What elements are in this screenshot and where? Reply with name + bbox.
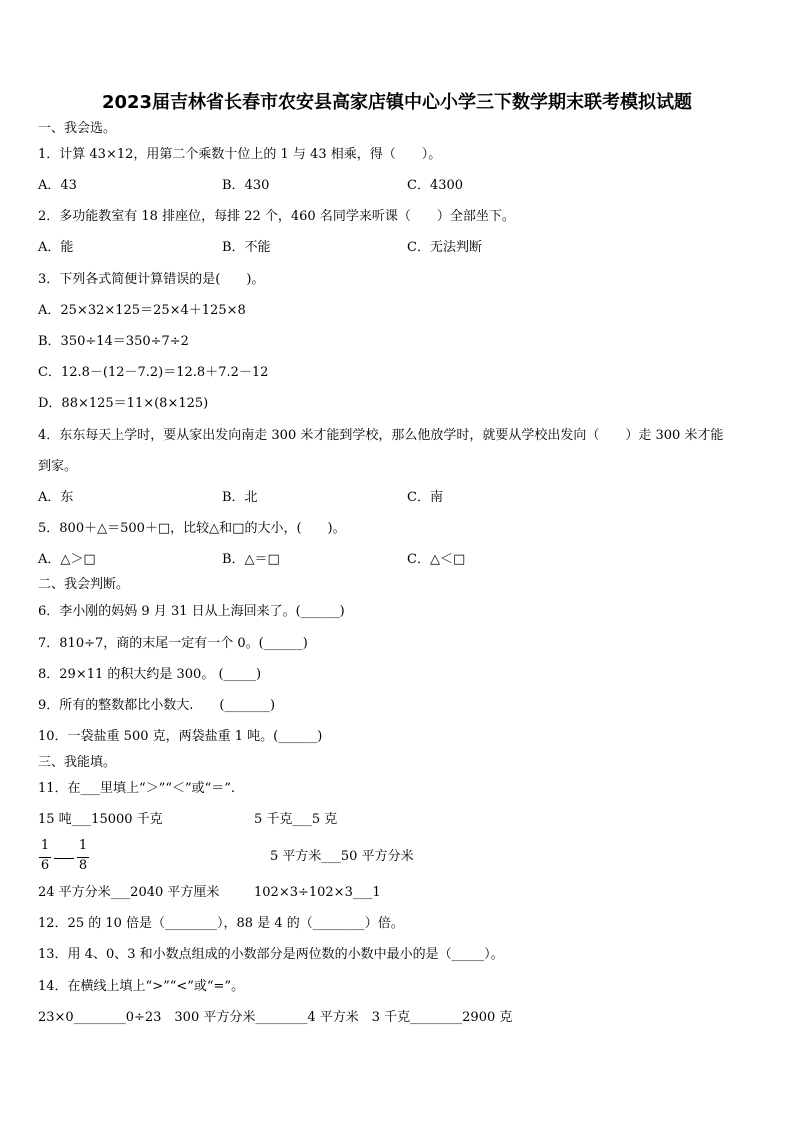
question-14: 14．在横线上填上“>”“<”或“=”。 [38,979,245,994]
fraction-left-numerator: 1 [40,838,50,853]
question-8: 8．29×11 的积大约是 300。 (_____) [38,667,262,682]
page-title: 2023届吉林省长春市农安县高家店镇中心小学三下数学期末联考模拟试题 [101,92,693,113]
q2-option-b: B．不能 [222,240,271,255]
question-3: 3．下列各式简便计算错误的是( )。 [38,272,265,287]
q5-option-c: C．△＜□ [407,552,466,567]
q3-option-c: C．12.8－(12－7.2)＝12.8＋7.2－12 [38,365,269,380]
q4-option-a: A．东 [38,490,74,505]
q3-option-a: A．25×32×125＝25×4＋125×8 [38,303,246,318]
q1-option-b: B．430 [222,178,270,193]
question-10: 10．一袋盐重 500 克，两袋盐重 1 吨。(______) [38,729,323,744]
q3-option-b: B．350÷14＝350÷7÷2 [38,334,189,349]
question-4-line-1: 4．东东每天上学时，要从家出发向南走 300 米才能到学校，那么他放学时，就要从学校出发向（ ）走 300 米才能 [38,428,724,443]
question-4-line-2: 到家。 [38,459,78,474]
question-9: 9．所有的整数都比小数大. (_______) [38,698,276,713]
section-heading-fill: 三、我能填。 [38,755,117,770]
q1-option-c: C．4300 [407,178,464,193]
comparison-blank [54,858,74,859]
q2-option-a: A．能 [38,240,74,255]
question-1: 1．计算 43×12，用第二个乘数十位上的 1 与 43 相乘，得（ ）。 [38,147,442,162]
q4-option-c: C．南 [407,490,443,505]
question-2: 2．多功能教室有 18 排座位，每排 22 个，460 名同学来听课（ ）全部坐下。 [38,209,515,224]
q2-option-c: C．无法判断 [407,240,482,255]
question-13: 13．用 4、0、3 和小数点组成的小数部分是两位数的小数中最小的是（_____）。 [38,947,504,962]
q11-item-e: 102×3÷102×3___1 [254,885,381,900]
question-11: 11．在___里填上“＞”“＜”或“＝”. [38,781,236,796]
q11-item-a: 15 吨___15000 千克 [38,812,163,827]
q1-option-a: A．43 [38,178,77,193]
fraction-left-denominator: 6 [40,858,50,873]
question-7: 7．810÷7，商的末尾一定有一个 0。(______) [38,636,308,651]
q11-item-d: 24 平方分米___2040 平方厘米 [38,885,220,900]
q11-fraction-comparison [38,838,98,878]
q5-option-a: A．△＞□ [38,552,96,567]
question-6: 6．李小刚的妈妈 9 月 31 日从上海回来了。(______) [38,604,345,619]
q14-items: 23×0________0÷23 300 平方分米________4 平方米 3 千克________2900 克 [38,1010,513,1025]
q5-option-b: B．△＝□ [222,552,280,567]
q11-item-b: 5 千克___5 克 [254,812,338,827]
fraction-right-numerator: 1 [78,838,88,853]
q3-option-d: D．88×125＝11×(8×125) [38,396,209,411]
q11-item-c: 5 平方米___50 平方分米 [270,849,414,864]
q4-option-b: B．北 [222,490,258,505]
fraction-right-denominator: 8 [78,858,88,873]
question-5: 5．800＋△＝500＋□，比较△和□的大小，( )。 [38,521,346,536]
section-heading-choose: 一、我会选。 [38,121,117,136]
question-12: 12．25 的 10 倍是（________），88 是 4 的（________）倍。 [38,916,404,931]
section-heading-judge: 二、我会判断。 [38,577,130,592]
